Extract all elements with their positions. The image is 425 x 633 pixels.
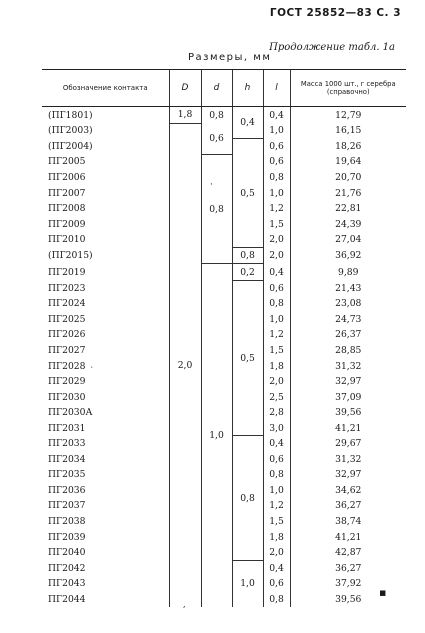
contact-designation: ПГ2033 <box>48 438 86 450</box>
dim-l-cell: 1,0 <box>263 123 290 139</box>
table-row <box>42 154 406 170</box>
contact-designation: ПГ2010 <box>48 234 86 246</box>
dim-l-cell: 1,8 <box>263 358 290 374</box>
contact-designation: ПГ2036 <box>48 484 86 496</box>
dim-h-cell: 0,5 <box>232 281 263 436</box>
dim-l-cell: 0,6 <box>263 139 290 155</box>
contact-designation: ПГ2043 <box>48 578 86 590</box>
table-continuation-caption: Продолжение табл. 1а <box>269 42 395 53</box>
contact-designation: ПГ2019 <box>48 266 86 278</box>
dim-l-cell: 1,5 <box>263 343 290 359</box>
contact-designation: ПГ2009 <box>48 218 86 230</box>
dim-d-cell: 1,0 <box>201 264 232 607</box>
silver-mass-cell: 16,15 <box>290 123 406 139</box>
silver-mass-cell: 29,67 <box>290 436 406 452</box>
contact-designation: ПГ2023 <box>48 282 86 294</box>
dim-l-cell: 0,6 <box>263 281 290 297</box>
silver-mass-cell: 36,92 <box>290 247 406 264</box>
silver-mass-cell: 19,64 <box>290 154 406 170</box>
dim-l-cell: 2,0 <box>263 374 290 390</box>
silver-mass-cell: 34,62 <box>290 483 406 499</box>
silver-mass-cell: 31,32 <box>290 452 406 468</box>
dim-l-cell: 2,0 <box>263 545 290 561</box>
contact-designation: ПГ2040 <box>48 547 86 559</box>
contact-designation: ПГ2044 <box>48 593 86 605</box>
contact-designation: ПГ2008 <box>48 203 86 215</box>
contact-designation: ПГ2035 <box>48 469 86 481</box>
dim-l-cell: 1,8 <box>263 529 290 545</box>
silver-mass-cell: 21,76 <box>290 185 406 201</box>
dim-D-cell: 2,0 <box>169 123 201 607</box>
dim-l-cell: 0,6 <box>263 452 290 468</box>
column-header-D: D <box>169 70 201 107</box>
column-header-mass-line2: (справочно) <box>326 88 370 96</box>
silver-mass-cell: 24,73 <box>290 312 406 328</box>
table-row <box>42 264 406 281</box>
column-header-mass <box>290 70 406 107</box>
contact-designation: ПГ2042 <box>48 562 86 574</box>
dim-d-cell: 0,6 <box>201 123 232 154</box>
column-header-d: d <box>201 70 232 107</box>
document-header: ГОСТ 25852—83 С. 3 <box>269 7 401 19</box>
contact-designation: (ПГ1801) <box>48 109 93 121</box>
dim-l-cell: 1,0 <box>263 185 290 201</box>
column-header-name: Обозначение контакта <box>42 70 169 107</box>
dim-h-cell: 0,2 <box>232 264 263 281</box>
contact-designation: (ПГ2003) <box>48 125 93 137</box>
dim-l-cell: 0,4 <box>263 560 290 576</box>
contacts-table <box>42 69 406 607</box>
contact-designation: ПГ2031 <box>48 422 86 434</box>
contact-designation: ПГ2030 <box>48 391 86 403</box>
dim-l-cell: 2,8 <box>263 405 290 421</box>
dim-l-cell: 0,8 <box>263 170 290 186</box>
table-row <box>42 107 406 124</box>
dim-l-cell: 0,8 <box>263 467 290 483</box>
dim-l-cell: 1,2 <box>263 327 290 343</box>
dim-h-cell: 0,5 <box>232 139 263 248</box>
contact-designation: ПГ2006 <box>48 171 86 183</box>
silver-mass-cell: 32,97 <box>290 467 406 483</box>
silver-mass-cell: 39,56 <box>290 405 406 421</box>
contact-designation: ПГ2034 <box>48 453 86 465</box>
dim-l-cell: 1,0 <box>263 483 290 499</box>
dimensions-caption: Размеры, мм <box>188 52 272 63</box>
table-row <box>42 123 406 139</box>
silver-mass-cell: 26,37 <box>290 327 406 343</box>
column-header-h: h <box>232 70 263 107</box>
dim-l-cell: 1,0 <box>263 312 290 328</box>
dim-l-cell: 0,6 <box>263 576 290 592</box>
dim-h-cell: 0,8 <box>232 247 263 264</box>
dim-D-cell: 1,8 <box>169 107 201 124</box>
dim-l-cell: 0,4 <box>263 107 290 124</box>
silver-mass-cell: 36,27 <box>290 498 406 514</box>
contact-designation: ПГ2038 <box>48 515 86 527</box>
silver-mass-cell: 12,79 <box>290 107 406 124</box>
silver-mass-cell: 41,21 <box>290 529 406 545</box>
contact-designation: ПГ2039 <box>48 531 86 543</box>
silver-mass-cell: 42,87 <box>290 545 406 561</box>
dim-d-cell: 0,8 <box>201 107 232 124</box>
silver-mass-cell: 36,27 <box>290 560 406 576</box>
dim-l-cell: 1,5 <box>263 514 290 530</box>
silver-mass-cell: 28,85 <box>290 343 406 359</box>
contact-designation: ПГ2026 <box>48 329 86 341</box>
dim-h-cell: 1,0 <box>232 560 263 607</box>
contact-designation: ПГ2028 <box>48 360 86 372</box>
column-header-l: l <box>263 70 290 107</box>
contact-designation: ПГ2005 <box>48 156 86 168</box>
contact-designation: ПГ2029 <box>48 376 86 388</box>
contact-designation: ПГ2027 <box>48 344 86 356</box>
dim-h-cell: 0,4 <box>232 107 263 139</box>
silver-mass-cell: 32,97 <box>290 374 406 390</box>
silver-mass-cell: 20,70 <box>290 170 406 186</box>
column-header-mass-line1: Масса 1000 шт., г серебра <box>300 80 396 88</box>
silver-mass-cell: 22,81 <box>290 201 406 217</box>
silver-mass-cell: 23,08 <box>290 296 406 312</box>
contact-designation: ПГ2030А <box>48 407 93 419</box>
stray-mark: ` <box>90 366 94 375</box>
dim-l-cell: 0,8 <box>263 296 290 312</box>
stray-mark: ▪ <box>379 586 387 599</box>
silver-mass-cell: 37,92 <box>290 576 406 592</box>
dim-l-cell: 2,5 <box>263 389 290 405</box>
contact-designation: ПГ2037 <box>48 500 86 512</box>
stray-mark: · <box>210 180 213 190</box>
dim-l-cell: 0,4 <box>263 264 290 281</box>
dim-l-cell: 2,0 <box>263 232 290 248</box>
contact-designation: ПГ2007 <box>48 187 86 199</box>
silver-mass-cell: 38,74 <box>290 514 406 530</box>
table-header-row <box>42 70 406 107</box>
contact-designation: ПГ2024 <box>48 298 86 310</box>
dim-l-cell: 2,0 <box>263 247 290 264</box>
silver-mass-cell: 27,04 <box>290 232 406 248</box>
silver-mass-cell: 41,21 <box>290 420 406 436</box>
silver-mass-cell: 18,26 <box>290 139 406 155</box>
stray-mark: , <box>183 600 186 609</box>
contact-designation: ПГ2025 <box>48 313 86 325</box>
contact-designation: (ПГ2004) <box>48 140 93 152</box>
silver-mass-cell: 24,39 <box>290 216 406 232</box>
dim-l-cell: 3,0 <box>263 420 290 436</box>
dim-l-cell: 0,6 <box>263 154 290 170</box>
dim-l-cell: 0,8 <box>263 591 290 607</box>
dim-l-cell: 1,5 <box>263 216 290 232</box>
dim-l-cell: 0,4 <box>263 436 290 452</box>
silver-mass-cell: 37,09 <box>290 389 406 405</box>
silver-mass-cell: 31,32 <box>290 358 406 374</box>
dim-l-cell: 1,2 <box>263 201 290 217</box>
silver-mass-cell: 9,89 <box>290 264 406 281</box>
silver-mass-cell: 21,43 <box>290 281 406 297</box>
dim-d-cell: 0,8 <box>201 154 232 264</box>
silver-mass-cell: 39,56 <box>290 591 406 607</box>
dim-h-cell: 0,8 <box>232 436 263 560</box>
contact-designation: (ПГ2015) <box>48 250 93 262</box>
dim-l-cell: 1,2 <box>263 498 290 514</box>
